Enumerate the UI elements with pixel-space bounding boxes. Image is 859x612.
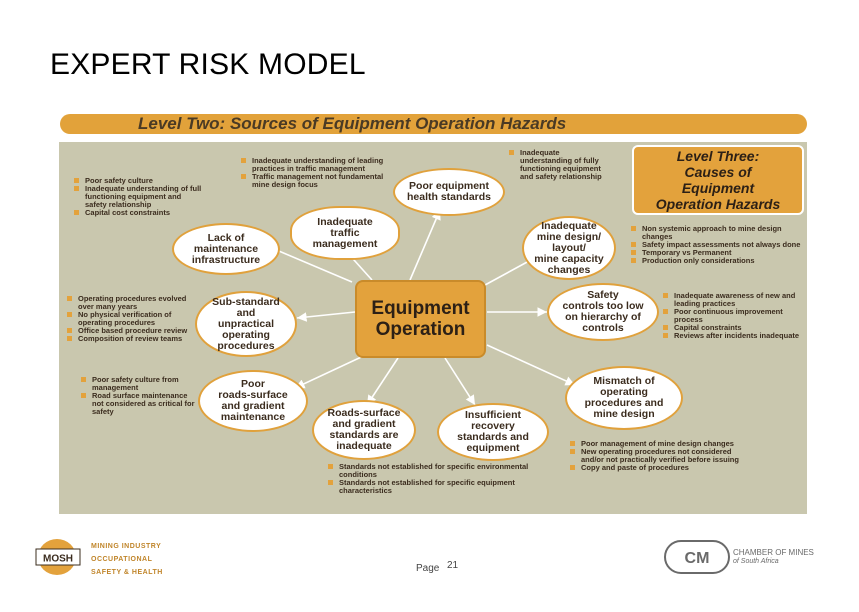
causes-list-bottom-center [327, 463, 532, 495]
node-line: inadequate [336, 440, 392, 452]
cause-item: No physical verification of operating procedures [66, 311, 198, 327]
cause-item: Traffic management not fundamental mine design focus [240, 173, 385, 189]
node-line: controls too low [562, 300, 644, 312]
node-line: Inadequate [317, 215, 373, 228]
cause-item: Standards not established for specific environmental conditions [327, 463, 532, 479]
mosh-logo [35, 537, 87, 577]
node-line: maintenance [220, 411, 286, 423]
node-line: unpractical [217, 317, 274, 330]
mosh-line: SAFETY & HEALTH [91, 569, 163, 576]
node-line: Poor [241, 378, 265, 390]
node-line: procedures and [584, 397, 664, 409]
mosh-logo-caption [91, 540, 163, 579]
node-line: mine capacity [534, 252, 604, 265]
com-line: of South Africa [733, 558, 779, 565]
node-line: procedures [217, 339, 275, 352]
cause-item: Capital cost constraints [73, 209, 203, 217]
chamber-of-mines-logo [664, 540, 730, 574]
level-two-banner: Level Two: Sources of Equipment Operation Hazards [60, 114, 807, 134]
node-substandard [195, 291, 297, 357]
node-line: operating [222, 328, 270, 341]
node-safety-controls [547, 283, 659, 341]
node-inadequate-traffic [290, 206, 400, 260]
node-roads-standards [312, 400, 416, 460]
node-poor-equipment [393, 168, 505, 216]
level-three-line: Level Three: [676, 148, 760, 164]
node-line: roads-surface [218, 389, 288, 401]
node-line: Sub-standard [212, 295, 280, 308]
cause-item: Operating procedures evolved over many years [66, 295, 198, 311]
cause-item: Copy and paste of procedures [569, 464, 749, 472]
cause-item: Inadequate understanding of full functioning equipment and safety relationship [73, 185, 203, 209]
arrow-roads-standards [367, 358, 398, 405]
cause-item: Composition of review teams [66, 335, 198, 343]
causes-list-top-center [240, 157, 385, 189]
center-equipment-operation [355, 280, 486, 358]
cause-item: Inadequate understanding of fully functioning equipment and safety relationship [508, 149, 608, 181]
cause-item: Capital constraints [662, 324, 802, 332]
arrow-recovery [445, 358, 475, 405]
node-lack-maintenance [172, 223, 280, 275]
mosh-logo-text: MOSH [43, 553, 73, 565]
node-line: controls [582, 322, 624, 334]
cause-item: Safety impact assessments not always done [630, 241, 802, 249]
node-line: management [312, 237, 378, 250]
node-insufficient-recovery [437, 403, 549, 461]
node-line: layout/ [552, 241, 586, 254]
node-line: recovery [471, 420, 515, 432]
cause-item: Reviews after incidents inadequate [662, 332, 802, 340]
node-line: Roads-surface [327, 407, 401, 419]
level-three-line: Equipment [681, 180, 755, 196]
cause-item: Office based procedure review [66, 327, 198, 335]
node-line: Poor equipment [409, 180, 489, 192]
cause-item: Poor safety culture [73, 177, 203, 185]
node-line: on hierarchy of [565, 311, 641, 323]
com-logo-text: CM [684, 550, 710, 567]
node-line: and [236, 306, 256, 319]
causes-list-top-left [73, 177, 203, 217]
node-line: traffic [330, 226, 360, 239]
causes-list-right-1 [630, 225, 802, 265]
node-line: standards are [329, 429, 399, 441]
node-line: Insufficient [464, 409, 521, 421]
node-line: Mismatch of [593, 375, 655, 387]
node-line: health standards [406, 191, 492, 203]
node-line: and gradient [332, 418, 396, 430]
cause-item: New operating procedures not considered and/or not practically verified before issuing [569, 448, 749, 464]
causes-list-top-right [508, 149, 608, 181]
node-line: infrastructure [191, 253, 261, 266]
node-poor-roads [198, 370, 308, 432]
node-mismatch [565, 366, 683, 430]
cause-item: Road surface maintenance not considered as critical for safety [80, 392, 198, 416]
node-line: mine design [593, 408, 655, 420]
cause-item: Temporary vs Permanent [630, 249, 802, 257]
causes-list-left-mid [66, 295, 198, 343]
cause-item: Inadequate awareness of new and leading practices [662, 292, 802, 308]
node-mine-design [522, 216, 616, 280]
mosh-line: OCCUPATIONAL [91, 556, 153, 563]
cause-item: Production only considerations [630, 257, 802, 265]
level-three-line: Causes of [684, 164, 752, 180]
cause-item: Standards not established for specific equipment characteristics [327, 479, 532, 495]
center-line: Operation [375, 319, 466, 340]
node-line: Inadequate [541, 219, 597, 232]
chamber-of-mines-caption [733, 548, 814, 566]
level-three-box [632, 145, 804, 215]
cause-item: Poor safety culture from management [80, 376, 198, 392]
node-line: Safety [587, 289, 619, 301]
com-line: CHAMBER OF MINES [733, 548, 814, 557]
arrow-substandard [297, 312, 355, 318]
node-line: operating [600, 386, 648, 398]
center-line: Equipment [371, 298, 470, 319]
cause-item: Poor continuous improvement process [662, 308, 802, 324]
page-title: EXPERT RISK MODEL [50, 48, 366, 81]
arrow-poor-equipment [410, 210, 440, 280]
mosh-line: MINING INDUSTRY [91, 543, 162, 550]
page-label: Page [416, 563, 440, 574]
node-line: equipment [466, 442, 520, 454]
node-line: and gradient [221, 400, 285, 412]
cause-item: Poor management of mine design changes [569, 440, 749, 448]
cause-item: Inadequate understanding of leading practices in traffic management [240, 157, 385, 173]
causes-list-bottom-right [569, 440, 749, 472]
arrow-mismatch [487, 345, 575, 385]
page-number: 21 [447, 560, 459, 571]
node-line: maintenance [193, 242, 259, 255]
node-line: changes [547, 263, 591, 276]
node-line: standards and [457, 431, 529, 443]
causes-list-left-low [80, 376, 198, 416]
node-line: mine design/ [536, 230, 602, 243]
level-three-line: Operation Hazards [655, 196, 781, 212]
cause-item: Non systemic approach to mine design changes [630, 225, 802, 241]
node-line: Lack of [207, 231, 245, 244]
causes-list-right-2 [662, 292, 802, 340]
